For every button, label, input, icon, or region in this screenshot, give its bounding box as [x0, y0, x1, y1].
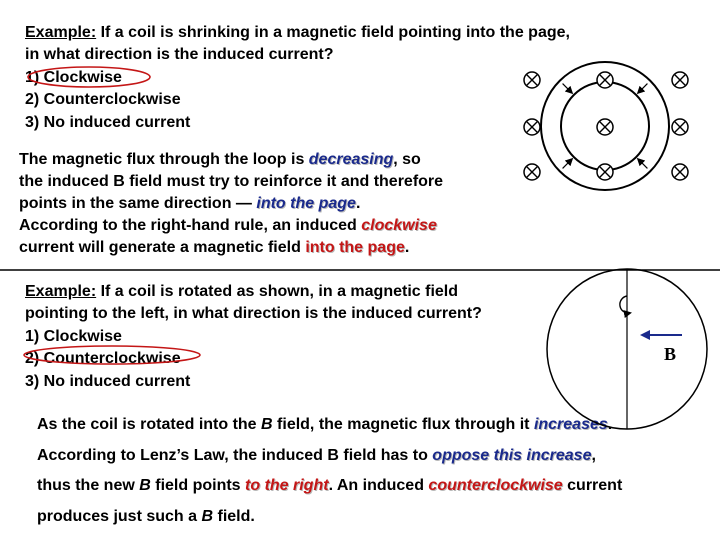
example2-explanation-line1: As the coil is rotated into the B field, the magnetic flux through it increases.	[37, 416, 613, 433]
example2-explanation-line2: According to Lenz’s Law, the induced B field has to oppose this increase,	[37, 446, 596, 464]
example2-explanation-line3: thus the new B field points to the right. An induced counterclockwise current	[37, 477, 623, 494]
rotation-arrow	[620, 296, 630, 313]
into-page-red-emphasis: into the page	[305, 239, 405, 256]
inward-arrow	[638, 159, 647, 168]
into-page-icon	[597, 72, 613, 88]
into-page-icon	[597, 119, 613, 135]
into-page-icon	[524, 72, 540, 88]
b-field-into-page-symbols	[524, 72, 688, 180]
example2-prefix: Example:	[25, 283, 97, 300]
example1-option-2: 2) Counterclockwise	[25, 91, 181, 109]
into-page-icon	[597, 164, 613, 180]
rotating-coil-diagram	[547, 269, 707, 429]
answer-circle-example1	[28, 67, 150, 87]
into-page-icon	[672, 164, 688, 180]
into-page-icon	[672, 72, 688, 88]
example1-explanation-line1: The magnetic flux through the loop is decreasing, so	[19, 151, 421, 168]
into-page-icon	[524, 119, 540, 135]
example2-question-line1: Example: If a coil is rotated as shown, in a magnetic field	[25, 283, 458, 300]
into-page-icon	[672, 119, 688, 135]
example2-option-1: 1) Clockwise	[25, 327, 122, 345]
clockwise-emphasis: clockwise	[361, 217, 437, 234]
decreasing-emphasis: decreasing	[308, 151, 394, 168]
increases-emphasis: increases	[533, 416, 608, 433]
example1-question-line1: Example: If a coil is shrinking in a magnetic field pointing into the page,	[25, 24, 570, 41]
to-the-right-emphasis: to the right	[245, 477, 329, 494]
example1-option-1: 1) Clockwise	[25, 68, 122, 86]
shrinking-coil-diagram	[524, 62, 688, 190]
example2-explanation-line4: produces just such a B field.	[37, 507, 255, 525]
example2-question-line2: pointing to the left, in what direction is the induced current?	[25, 305, 482, 323]
example2-option-2: 2) Counterclockwise	[25, 350, 181, 368]
example1-explanation-line2: the induced B field must try to reinforce it and therefore	[19, 173, 444, 190]
example1-prefix: Example:	[25, 24, 97, 41]
oppose-increase-emphasis: oppose this increase	[432, 446, 592, 464]
example1-explanation-line5: current will generate a magnetic field into the page.	[19, 239, 410, 256]
example1-explanation-line4: According to the right-hand rule, an induced clockwise	[19, 217, 437, 234]
example1-option-3: 3) No induced current	[25, 113, 191, 131]
counterclockwise-emphasis: counterclockwise	[428, 477, 563, 494]
into-page-emphasis: into the page	[256, 195, 356, 212]
b-field-label: B	[664, 344, 677, 364]
answer-circle-example2	[24, 346, 200, 364]
inward-arrow	[638, 84, 647, 93]
example2-option-3: 3) No induced current	[25, 372, 191, 390]
example1-explanation-line3: points in the same direction — into the page.	[19, 195, 361, 212]
example1-question-line2: in what direction is the induced current?	[25, 46, 334, 64]
inward-arrow	[563, 159, 572, 168]
inward-arrow	[563, 84, 572, 93]
into-page-icon	[524, 164, 540, 180]
